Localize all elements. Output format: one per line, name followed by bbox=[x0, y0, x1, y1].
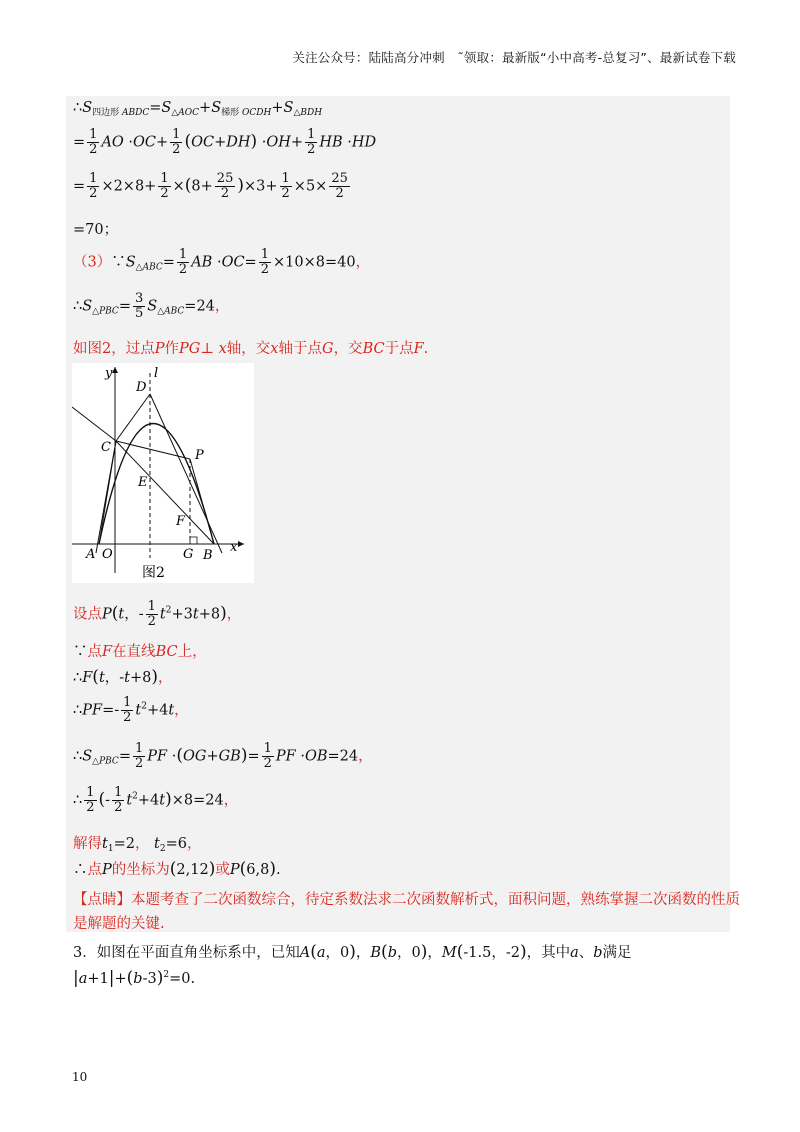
label-l: l bbox=[154, 366, 159, 381]
label-y: y bbox=[105, 366, 113, 381]
label-F: F bbox=[176, 514, 186, 529]
figure-2 bbox=[72, 363, 254, 583]
solution-line-12: $\therefore S_{\triangle PBC}=$ $\frac{1}{2}$ PF ·(OG+GB)= $\frac{1}{2}$ PF ·OB=24， bbox=[73, 741, 373, 771]
question-3-line-1: 3．如图在平面直角坐标系中，已知A(a，0)，B(b，0)，M(-1.5，-2)，其中a、b满足 bbox=[73, 942, 632, 962]
label-C: C bbox=[101, 440, 111, 455]
label-E: E bbox=[138, 475, 148, 490]
figure-caption: 图2 bbox=[142, 565, 165, 581]
page-header: 关注公众号：陆陆高分冲刺 ˜领取：最新版“小中高考-总复习”、最新试卷下载 bbox=[292, 50, 736, 65]
page-number: 10 bbox=[72, 1070, 88, 1084]
label-P: P bbox=[195, 448, 204, 463]
solution-line-14: 解得$t_1=2$， $t_2=6$， bbox=[73, 836, 202, 854]
solution-line-6: $\therefore S_{\triangle PBC}=$ $\frac{3}{5}$ $S_{\triangle ABC}=24$， bbox=[73, 291, 230, 321]
solution-line-4: =70； bbox=[73, 222, 119, 238]
label-A: A bbox=[86, 547, 96, 562]
solution-line-1: $\therefore S_{四边形}$ $_{ABDC}=S_{\triangle AOC}+S_{梯形}$ $_{OCDH}+S_{\triangle BDH}$ bbox=[73, 100, 323, 118]
solution-line-3: = $\frac{1}{2}$ ×2×8+ $\frac{1}{2}$ ×(8+ $\frac{25}{2}$ )×3+ $\frac{1}{2}$ ×5× $\frac{25}{2}$ bbox=[73, 171, 348, 201]
question-3-line-2: $|a+1|+(b-3)^2=0$. bbox=[73, 968, 196, 988]
solution-line-13: ∴ $\frac{1}{2}$ (- $\frac{1}{2}$ $t^2+4t)\times 8=24$， bbox=[73, 785, 239, 815]
solution-line-5: $(3)\because S_{\triangle ABC}=$ $\frac{1}{2}$ AB ·OC= $\frac{1}{2}$ ×10×8=40， bbox=[73, 247, 371, 277]
solution-line-15: ∴点P的坐标为(2,12)或P(6,8). bbox=[73, 859, 281, 879]
label-O: O bbox=[102, 547, 113, 562]
solution-line-8: 设点P(t，- $\frac{1}{2}$ $t^2+3t+8$)， bbox=[73, 599, 242, 629]
label-x: x bbox=[230, 540, 238, 555]
label-B: B bbox=[203, 548, 213, 563]
label-D: D bbox=[136, 380, 147, 395]
solution-line-17: 是解题的关键. bbox=[73, 916, 165, 932]
label-G: G bbox=[183, 547, 194, 562]
solution-line-10: ∴F(t，-t+8)， bbox=[73, 667, 173, 687]
solution-line-9: ∵点F在直线BC上， bbox=[73, 644, 207, 660]
parabola-diagram bbox=[72, 363, 254, 583]
solution-line-16: 【点睛】本题考查了二次函数综合，待定系数法求二次函数解析式，面积问题，熟练掌握二次函数的性质 bbox=[73, 892, 740, 908]
solution-line-2: = $\frac{1}{2}$ AO ·OC+ $\frac{1}{2}$ (OC+DH) ·OH+ $\frac{1}{2}$ HB ·HD bbox=[73, 127, 377, 157]
solution-line-11: ∴PF=- $\frac{1}{2}$ $t^2+4t$， bbox=[73, 695, 189, 725]
solution-line-7: 如图2，过点P作PG⊥ x轴，交x轴于点G，交BC于点F. bbox=[73, 341, 429, 357]
